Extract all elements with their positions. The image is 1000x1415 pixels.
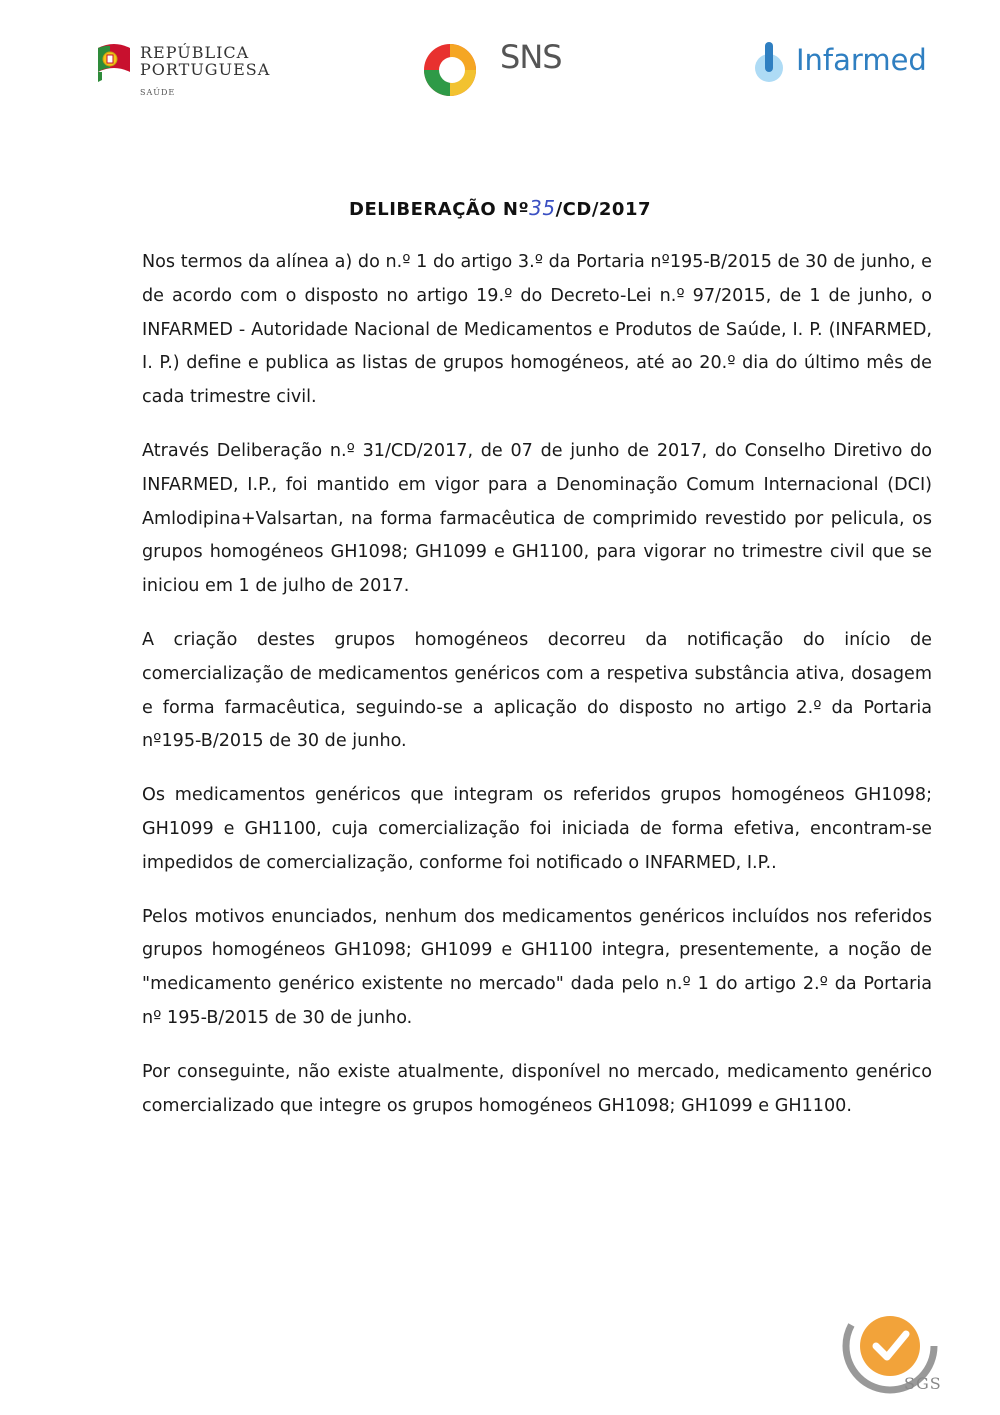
deliberation-title <box>0 196 1000 220</box>
infarmed-emblem-icon <box>750 40 790 84</box>
sns-emblem-icon <box>420 40 480 100</box>
sns-label: SNS <box>500 38 562 76</box>
title-number-handwritten: 35 <box>529 196 556 220</box>
paragraph-6: Por conseguinte, não existe atualmente, disponível no mercado, medicamento genérico comercializado que integre os grupos homogéneos GH1098; GH1099 e GH1100. <box>142 1061 932 1116</box>
republica-sub: SAÚDE <box>140 88 176 97</box>
paragraph-2: Através Deliberação n.º 31/CD/2017, de 07 de junho de 2017, do Conselho Diretivo do INFARMED, I.P., foi mantido em vigor para a Denominação Comum Internacional (DCI) Amlodipina+Valsartan, na forma farmacêutica de comprimido revestido por pelicula, os grupos homogéneos GH1098; GH1099 e GH1100, para vigorar no trimestre civil que se iniciou em 1 de julho de 2017. <box>142 440 932 597</box>
republica-line1: REPÚBLICA <box>140 43 250 62</box>
portugal-flag-icon <box>94 42 134 86</box>
sns-logo <box>420 38 620 100</box>
paragraph-3: A criação destes grupos homogéneos decorreu da notificação do início de comercialização de medicamentos genéricos com a respetiva substância ativa, dosagem e forma farmacêutica, seguindo-se a aplicação do disposto no artigo 2.º da Portaria nº195-B/2015 de 30 de junho. <box>142 629 932 752</box>
document-header <box>0 0 1000 120</box>
sgs-certification-seal <box>840 1296 946 1396</box>
paragraph-4: Os medicamentos genéricos que integram os referidos grupos homogéneos GH1098; GH1099 e GH1100, cuja comercialização foi iniciada de forma efetiva, encontram-se impedidos de comercialização, conforme foi notificado o INFARMED, I.P.. <box>142 785 932 873</box>
paragraph-1: Nos termos da alínea a) do n.º 1 do artigo 3.º da Portaria nº195-B/2015 de 30 de junho, e de acordo com o disposto no artigo 19.º do Decreto-Lei n.º 97/2015, de 1 de junho, o INFARMED - Autoridade Nacional de Medicamentos e Produtos de Saúde, I. P. (INFARMED, I. P.) define e publica as listas de grupos homogéneos, até ao 20.º dia do último mês de cada trimestre civil. <box>142 252 932 408</box>
infarmed-label: Infarmed <box>796 43 927 77</box>
infarmed-logo <box>750 40 950 90</box>
title-suffix: /CD/2017 <box>555 199 651 220</box>
paragraph-5: Pelos motivos enunciados, nenhum dos medicamentos genéricos incluídos nos referidos grupos homogéneos GH1098; GH1099 e GH1100 integra, presentemente, a noção de "medicamento genérico existente no mercado" dada pelo n.º 1 do artigo 2.º da Portaria nº 195-B/2015 de 30 de junho. <box>142 906 932 1028</box>
sgs-label: SGS <box>904 1374 942 1393</box>
republica-line2: PORTUGUESA <box>140 60 271 79</box>
republica-portuguesa-logo <box>94 42 294 102</box>
document-body <box>142 246 932 1143</box>
title-prefix: DELIBERAÇÃO Nº <box>349 199 530 220</box>
